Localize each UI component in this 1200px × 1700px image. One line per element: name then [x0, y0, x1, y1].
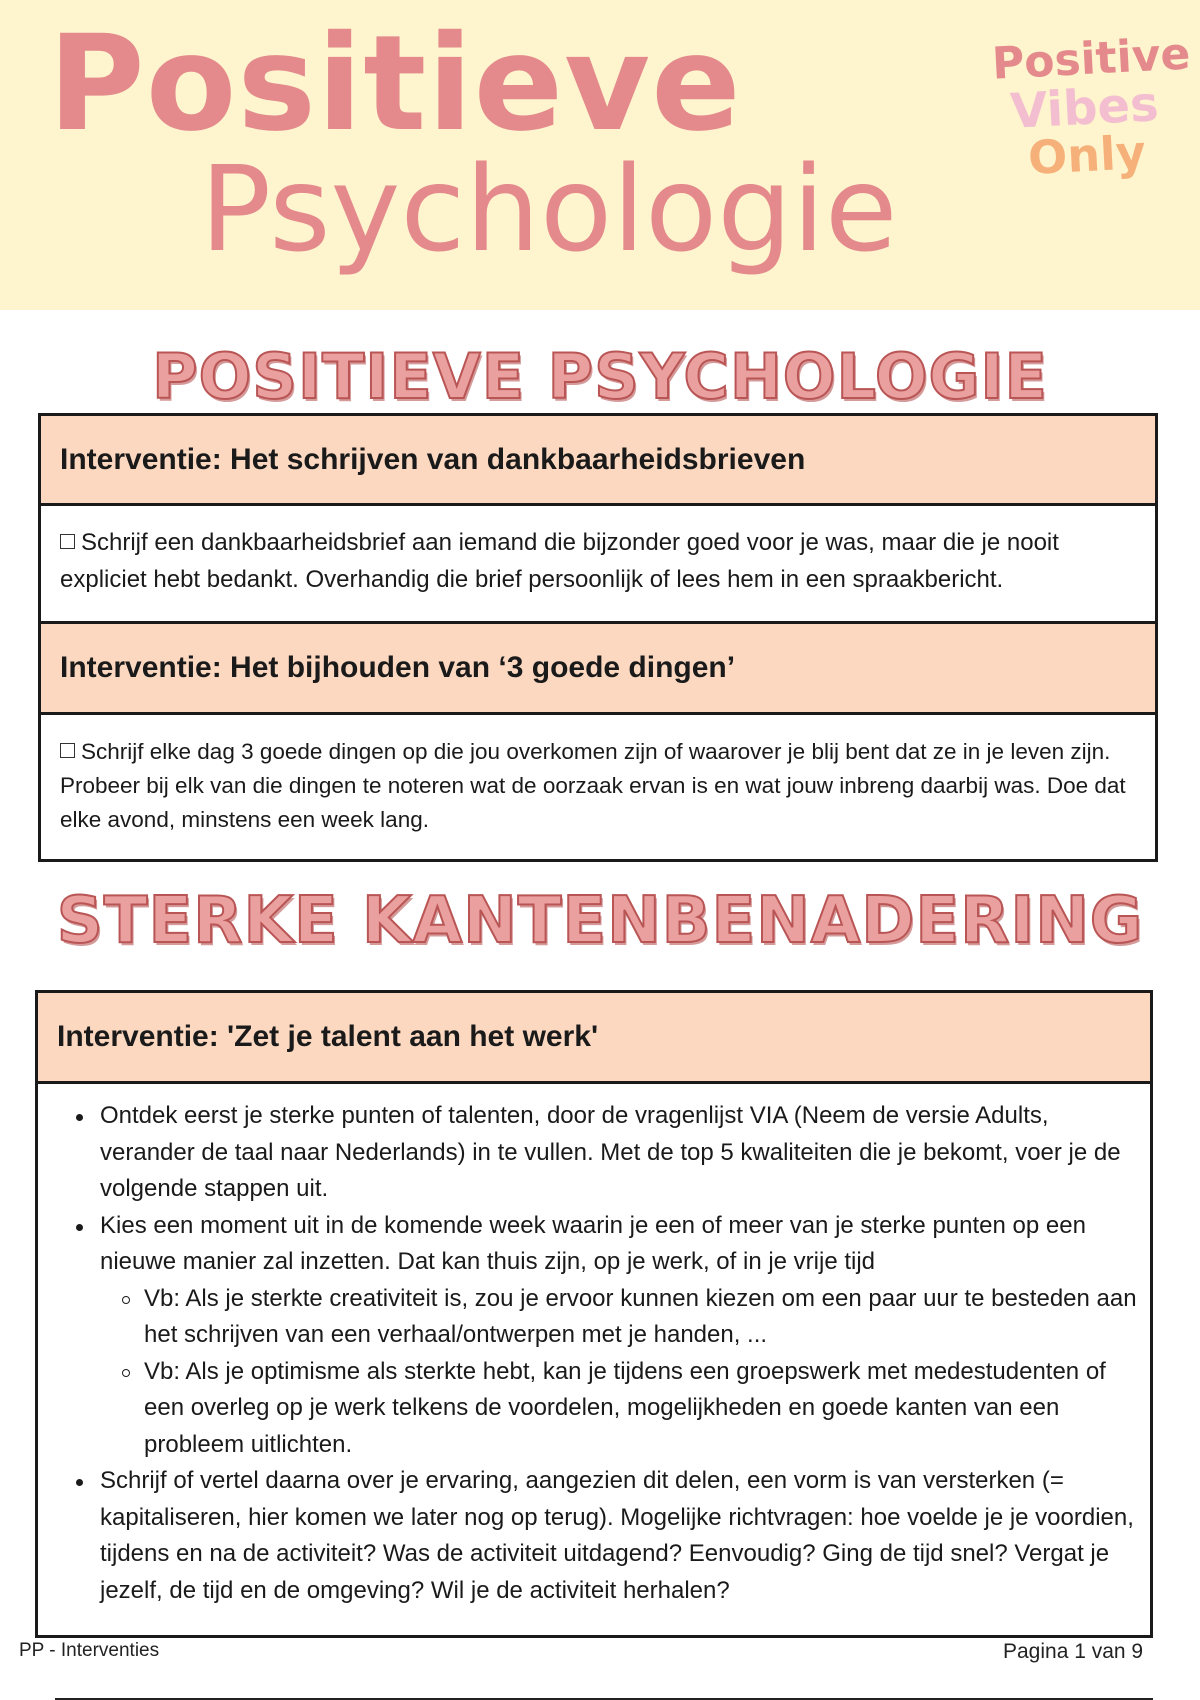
list-item-text: Kies een moment uit in de komende week waarin je een of meer van je sterke punten op een nieuwe manier zal inzetten. Dat kan thuis zijn, op je werk, of in je vrije tijd: [100, 1211, 1086, 1275]
intervention-description: [41, 506, 1155, 624]
intervention-text: Schrijf elke dag 3 goede dingen op die jou overkomen zijn of waarover je blij bent dat ze in je leven zijn. Probeer bij elk van die dingen te noteren wat de oorzaak ervan is en wat jouw inbreng daarbij was. Doe dat elke avond, minstens een week lang.: [60, 739, 1126, 832]
footer-page-number: Pagina 1 van 9: [1003, 1640, 1144, 1663]
intervention-steps: [38, 1084, 1150, 1609]
list-item: [100, 1208, 1146, 1464]
intervention-heading: Interventie: Het schrijven van dankbaarheidsbrieven: [41, 416, 1155, 506]
intervention-table-2: [35, 990, 1153, 1638]
intervention-table-1: [38, 413, 1158, 862]
checkbox-icon: [60, 534, 75, 549]
logo-line-2: Vibes: [1008, 76, 1160, 140]
intervention-heading: Interventie: 'Zet je talent aan het werk': [38, 993, 1150, 1084]
bullet-list: [38, 1098, 1146, 1609]
list-item: Schrijf of vertel daarna over je ervaring, aangezien dit delen, een vorm is van versterken (= kapitaliseren, hier komen we later nog op terug). Mogelijke richtvragen: hoe voelde je je voordien, tijdens en na de activiteit? Was de activiteit uitdagend? Eenvoudig? Ging de tijd snel? Vergat je jezelf, de tijd en de omgeving? Wil je de activiteit herhalen?: [100, 1463, 1146, 1609]
intervention-text: Schrijf een dankbaarheidsbrief aan iemand die bijzonder goed voor je was, maar die je nooit expliciet hebt bedankt. Overhandig die brief persoonlijk of lees hem in een spraakbericht.: [60, 529, 1059, 593]
intervention-heading: Interventie: Het bijhouden van ‘3 goede dingen’: [41, 624, 1155, 715]
sub-list-item: Vb: Als je optimisme als sterkte hebt, kan je tijdens een groepswerk met medestudenten of een overleg op je werk telkens de voordelen, mogelijkheden en goede kanten van een probleem uitlichten.: [144, 1354, 1146, 1464]
positive-vibes-logo: [990, 28, 1192, 202]
header-banner: [0, 0, 1200, 310]
footer-document-name: PP - Interventies: [19, 1640, 160, 1661]
logo-line-1: Positive: [990, 28, 1192, 90]
intervention-description: [41, 715, 1155, 859]
list-item: Ontdek eerst je sterke punten of talenten, door de vragenlijst VIA (Neem de versie Adults, verander de taal naar Nederlands) in te vullen. Met de top 5 kwaliteiten die je bekomt, voer je de volgende stappen uit.: [100, 1098, 1146, 1208]
checkbox-icon: [60, 743, 75, 758]
section-title-positieve-psychologie: POSITIEVE PSYCHOLOGIE: [152, 340, 1048, 413]
sub-list-item: Vb: Als je sterkte creativiteit is, zou je ervoor kunnen kiezen om een paar uur te besteden aan het schrijven van een verhaal/ontwerpen met je handen, ...: [144, 1281, 1146, 1354]
sub-bullet-list: [100, 1281, 1146, 1464]
section-title-sterke-kantenbenadering: STERKE KANTENBENADERING: [56, 884, 1144, 958]
document-subtitle: Psychologie: [200, 140, 898, 278]
document-title: Positieve: [48, 7, 742, 161]
logo-line-3: Only: [1026, 124, 1148, 185]
